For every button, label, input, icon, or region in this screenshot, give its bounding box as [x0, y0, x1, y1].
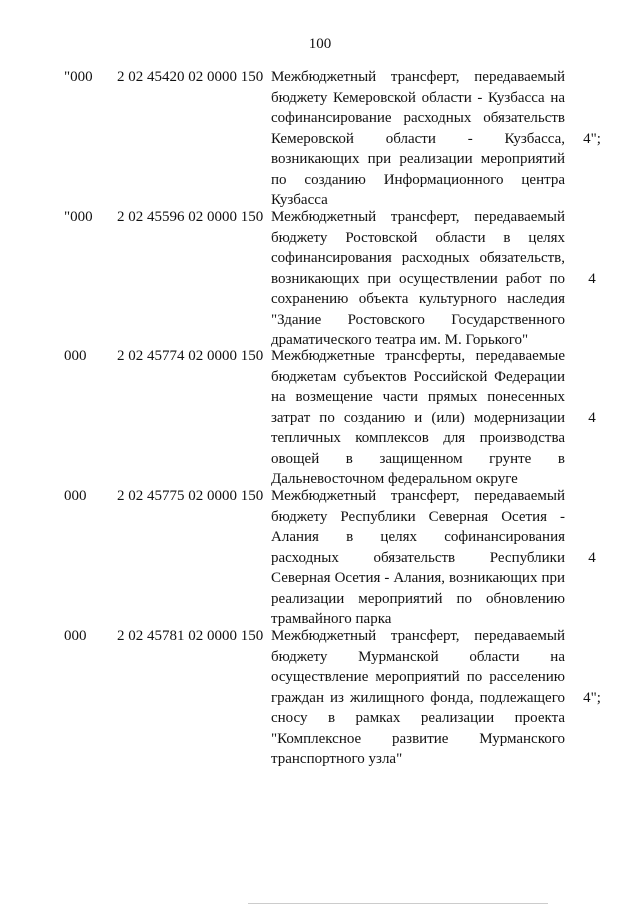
admin-code: 000 — [64, 628, 87, 644]
row-value: 4"; — [583, 690, 601, 706]
admin-code: 000 — [64, 348, 87, 364]
budget-classification-code: 2 02 45775 02 0000 150 — [117, 488, 264, 504]
row-value: 4 — [588, 271, 596, 287]
page-number: 100 — [308, 36, 332, 52]
row-value: 4 — [588, 550, 596, 566]
budget-classification-code: 2 02 45420 02 0000 150 — [117, 69, 264, 85]
revenue-description: Межбюджетный трансферт, передаваемый бюджету Кемеровской области - Кузбасса на софинансирование расходных обязательств Кемеровской области - Кузбасса, возникающих при реализации мероприятий по созданию Информационного центра Кузбасса — [271, 69, 565, 208]
budget-classification-code: 2 02 45781 02 0000 150 — [117, 628, 264, 644]
revenue-description: Межбюджетный трансферт, передаваемый бюджету Мурманской области на осуществление мероприятий по расселению граждан из жилищного фонда, подлежащего сносу в рамках реализации проекта "Комплексное развитие Мурманского транспортного узла" — [271, 628, 565, 767]
budget-classification-code: 2 02 45596 02 0000 150 — [117, 209, 264, 225]
revenue-description: Межбюджетные трансферты, передаваемые бюджетам субъектов Российской Федерации на возмещение части прямых понесенных затрат по созданию и (или) модернизации тепличных комплексов для производства овощей в защищенном грунте в Дальневосточном федеральном округе — [271, 348, 565, 487]
admin-code: "000 — [64, 69, 93, 85]
revenue-description: Межбюджетный трансферт, передаваемый бюджету Республики Северная Осетия - Алания в целях софинансирования расходных обязательств Республики Северная Осетия - Алания, возникающих при реализации мероприятий по обновлению трамвайного парка — [271, 488, 565, 627]
admin-code: "000 — [64, 209, 93, 225]
revenue-description: Межбюджетный трансферт, передаваемый бюджету Ростовской области в целях софинансирования расходных обязательств, возникающих при осуществлении работ по сохранению объекта культурного наследия "Здание Ростовского Государственного драматического театра им. М. Горького" — [271, 209, 565, 348]
row-value: 4 — [588, 410, 596, 426]
budget-classification-code: 2 02 45774 02 0000 150 — [117, 348, 264, 364]
scan-edge-line — [248, 903, 548, 904]
row-value: 4"; — [583, 131, 601, 147]
admin-code: 000 — [64, 488, 87, 504]
